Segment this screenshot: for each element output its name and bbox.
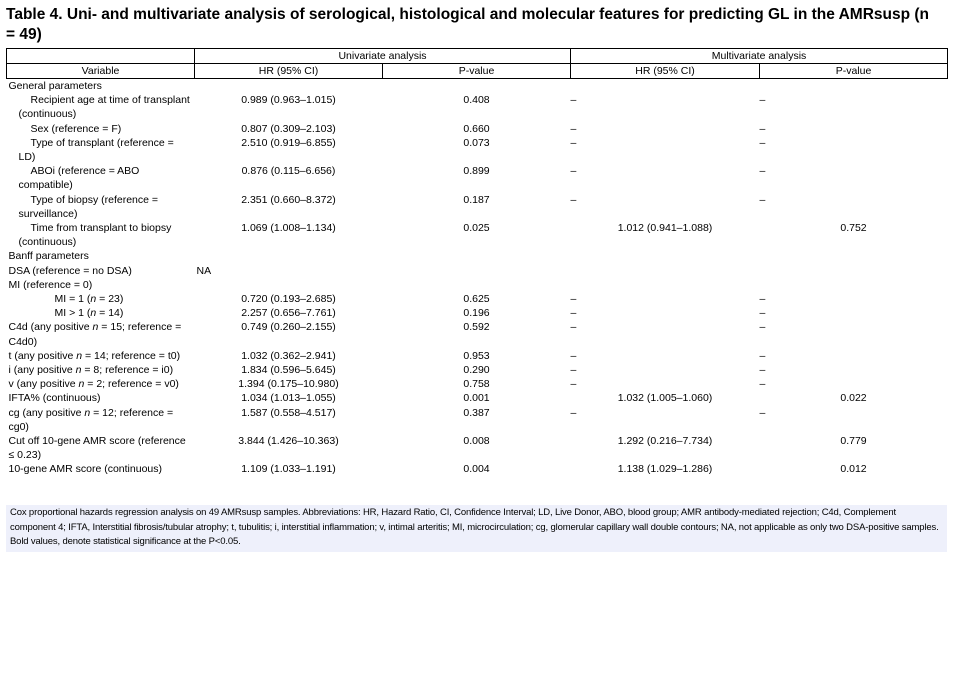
cell-univariate-hr: 1.834 (0.596–5.645) [241, 364, 336, 377]
table-row [7, 292, 948, 306]
cell-univariate-pvalue: 0.008 [463, 435, 490, 448]
table-row [7, 264, 948, 278]
cell-univariate-pvalue: 0.899 [463, 165, 490, 178]
header-blank [7, 49, 195, 64]
cell-univariate-pvalue: 0.001 [463, 392, 490, 405]
table-row [7, 462, 948, 476]
cell-univariate-pvalue [383, 249, 571, 263]
cell-variable: Type of transplant (reference = LD) [18, 136, 174, 164]
header-univariate-pvalue: P-value [383, 64, 571, 79]
table-row [7, 377, 948, 391]
cell-multivariate-pvalue [760, 79, 948, 94]
cell-multivariate-pvalue: – [759, 321, 766, 334]
table-row [7, 164, 948, 192]
cell-multivariate-hr: 1.138 (1.029–1.286) [617, 463, 713, 476]
cell-univariate-hr: NA [196, 264, 212, 277]
cell-multivariate-pvalue: – [759, 165, 766, 178]
header-univariate-hr: HR (95% CI) [195, 64, 383, 79]
cell-variable: MI = 1 (n = 23) [54, 293, 124, 306]
cell-variable: C4d (any positive n = 15; reference = C4d0) [8, 321, 182, 348]
cell-variable: ABOi (reference = ABO compatible) [18, 165, 140, 192]
cell-multivariate-hr: – [570, 378, 577, 391]
cell-multivariate-hr [571, 79, 760, 94]
cell-multivariate-pvalue: – [759, 122, 766, 135]
cell-multivariate-pvalue: – [759, 193, 766, 206]
cell-variable: t (any positive n = 14; reference = t0) [8, 349, 181, 362]
cell-multivariate-pvalue [760, 264, 948, 278]
cell-multivariate-pvalue: – [759, 136, 766, 149]
cell-variable: Sex (reference = F) [30, 122, 122, 135]
cell-univariate-hr: 1.069 (1.008–1.134) [241, 222, 336, 235]
cell-univariate-pvalue [383, 264, 571, 278]
cell-multivariate-hr: – [570, 94, 577, 107]
cell-variable: IFTA% (continuous) [8, 392, 101, 405]
cell-univariate-hr: 0.876 (0.115–6.656) [241, 165, 336, 178]
table-row [7, 406, 948, 434]
cell-univariate-pvalue: 0.004 [463, 463, 490, 476]
cell-variable: DSA (reference = no DSA) [8, 264, 132, 277]
cell-multivariate-hr: 1.292 (0.216–7.734) [617, 435, 713, 448]
cell-multivariate-pvalue: 0.752 [840, 222, 867, 235]
cell-variable: cg (any positive n = 12; reference = cg0) [8, 406, 174, 433]
cell-multivariate-hr: – [570, 136, 577, 149]
table-row [7, 349, 948, 363]
cell-variable: v (any positive n = 2; reference = v0) [8, 378, 179, 391]
cell-univariate-hr: 0.749 (0.260–2.155) [241, 321, 336, 334]
cell-variable: i (any positive n = 8; reference = i0) [8, 364, 174, 377]
table-row [7, 93, 948, 121]
cell-multivariate-hr: 1.032 (1.005–1.060) [617, 392, 713, 405]
cell-univariate-hr: 1.032 (0.362–2.941) [241, 349, 336, 362]
cell-variable: Time from transplant to biopsy (continuous) [18, 222, 172, 249]
cell-univariate-pvalue: 0.660 [463, 122, 490, 135]
cell-multivariate-pvalue: – [759, 406, 766, 419]
table-row [7, 278, 948, 292]
header-multivariate-hr: HR (95% CI) [571, 64, 760, 79]
cell-univariate-hr [195, 278, 383, 292]
cell-univariate-hr: 0.989 (0.963–1.015) [241, 94, 336, 107]
cell-univariate-pvalue: 0.387 [463, 406, 490, 419]
cell-multivariate-hr: – [570, 321, 577, 334]
cell-variable: Banff parameters [8, 250, 89, 263]
cell-univariate-pvalue: 0.408 [463, 94, 490, 107]
cell-univariate-pvalue: 0.953 [463, 349, 490, 362]
table-row [7, 363, 948, 377]
cell-univariate-hr: 0.807 (0.309–2.103) [241, 122, 336, 135]
cell-univariate-hr [195, 249, 383, 263]
table-row [7, 193, 948, 221]
cell-univariate-hr: 1.109 (1.033–1.191) [241, 463, 336, 476]
table-row [7, 122, 948, 136]
header-multivariate: Multivariate analysis [571, 49, 948, 64]
table-body [7, 79, 948, 477]
cell-multivariate-hr: – [570, 364, 577, 377]
cell-univariate-hr: 0.720 (0.193–2.685) [241, 293, 336, 306]
table-row [7, 434, 948, 462]
cell-variable: MI > 1 (n = 14) [54, 307, 124, 320]
cell-variable: MI (reference = 0) [8, 278, 93, 291]
table-row [7, 79, 948, 94]
cell-univariate-pvalue: 0.625 [463, 293, 490, 306]
cell-univariate-pvalue: 0.073 [463, 136, 490, 149]
table-row [7, 320, 948, 348]
cell-multivariate-hr: – [570, 406, 577, 419]
cell-univariate-pvalue: 0.290 [463, 364, 490, 377]
table-title: Table 4. Uni- and multivariate analysis of serological, histological and molecular features for predicting GL in the AMRsusp (n = 49) [6, 6, 930, 43]
results-table [6, 48, 948, 477]
header-univariate: Univariate analysis [195, 49, 571, 64]
cell-multivariate-hr: – [570, 165, 577, 178]
cell-multivariate-hr [571, 264, 760, 278]
cell-univariate-pvalue [383, 278, 571, 292]
cell-univariate-hr: 2.351 (0.660–8.372) [241, 193, 336, 206]
cell-multivariate-hr: – [570, 349, 577, 362]
table-row [7, 221, 948, 249]
cell-multivariate-pvalue: – [759, 94, 766, 107]
cell-univariate-hr: 1.394 (0.175–10.980) [238, 378, 339, 391]
cell-multivariate-pvalue [760, 278, 948, 292]
cell-multivariate-hr: – [570, 122, 577, 135]
cell-multivariate-pvalue: 0.779 [840, 435, 867, 448]
header-variable: Variable [7, 64, 195, 79]
cell-multivariate-hr: – [570, 293, 577, 306]
cell-multivariate-hr: – [570, 193, 577, 206]
cell-univariate-pvalue: 0.758 [463, 378, 490, 391]
cell-univariate-pvalue: 0.187 [463, 193, 490, 206]
cell-variable: 10-gene AMR score (continuous) [8, 463, 162, 476]
cell-univariate-hr: 1.587 (0.558–4.517) [241, 406, 336, 419]
cell-variable: Recipient age at time of transplant (continuous) [18, 94, 190, 121]
table-row [7, 136, 948, 164]
cell-univariate-pvalue: 0.196 [463, 307, 490, 320]
cell-univariate-pvalue: 0.025 [463, 222, 490, 235]
cell-multivariate-pvalue [760, 249, 948, 263]
table-row [7, 306, 948, 320]
cell-univariate-hr: 3.844 (1.426–10.363) [238, 435, 339, 448]
cell-univariate-pvalue: 0.592 [463, 321, 490, 334]
cell-multivariate-hr: 1.012 (0.941–1.088) [617, 222, 713, 235]
cell-multivariate-pvalue: – [759, 364, 766, 377]
cell-multivariate-pvalue: – [759, 307, 766, 320]
cell-variable: Type of biopsy (reference = surveillance) [18, 193, 159, 220]
cell-multivariate-hr [571, 249, 760, 263]
cell-variable: Cut off 10-gene AMR score (reference ≤ 0.23) [8, 435, 186, 462]
cell-univariate-pvalue [383, 79, 571, 94]
cell-multivariate-pvalue: – [759, 349, 766, 362]
cell-univariate-hr: 2.257 (0.656–7.761) [241, 307, 336, 320]
table-row [7, 391, 948, 405]
cell-multivariate-pvalue: 0.022 [840, 392, 867, 405]
cell-univariate-hr: 1.034 (1.013–1.055) [241, 392, 336, 405]
table-footnote: Cox proportional hazards regression analysis on 49 AMRsusp samples. Abbreviations: HR, Hazard Ratio, CI, Confidence Interval; LD, Live Donor, ABO, blood group; AMR antibody-mediated rejection; C4d, Complement component 4; IFTA, Interstitial fibrosis/tubular atrophy; t, tubulitis; i, interstitial inflammation; v, intimal arteritis; MI, microcirculation; cg, glomerular capillary wall double contours; NA, not applicable as only two DSA-positive samples. Bold values, denote statistical significance at the P<0.05. [6, 505, 947, 552]
cell-variable: General parameters [8, 80, 102, 92]
cell-multivariate-hr [571, 278, 760, 292]
cell-multivariate-pvalue: – [759, 293, 766, 306]
cell-univariate-hr [195, 79, 383, 94]
cell-multivariate-pvalue: 0.012 [840, 463, 867, 476]
cell-univariate-hr: 2.510 (0.919–6.855) [241, 136, 336, 149]
table-row [7, 249, 948, 263]
header-multivariate-pvalue: P-value [760, 64, 948, 79]
cell-multivariate-pvalue: – [759, 378, 766, 391]
cell-multivariate-hr: – [570, 307, 577, 320]
